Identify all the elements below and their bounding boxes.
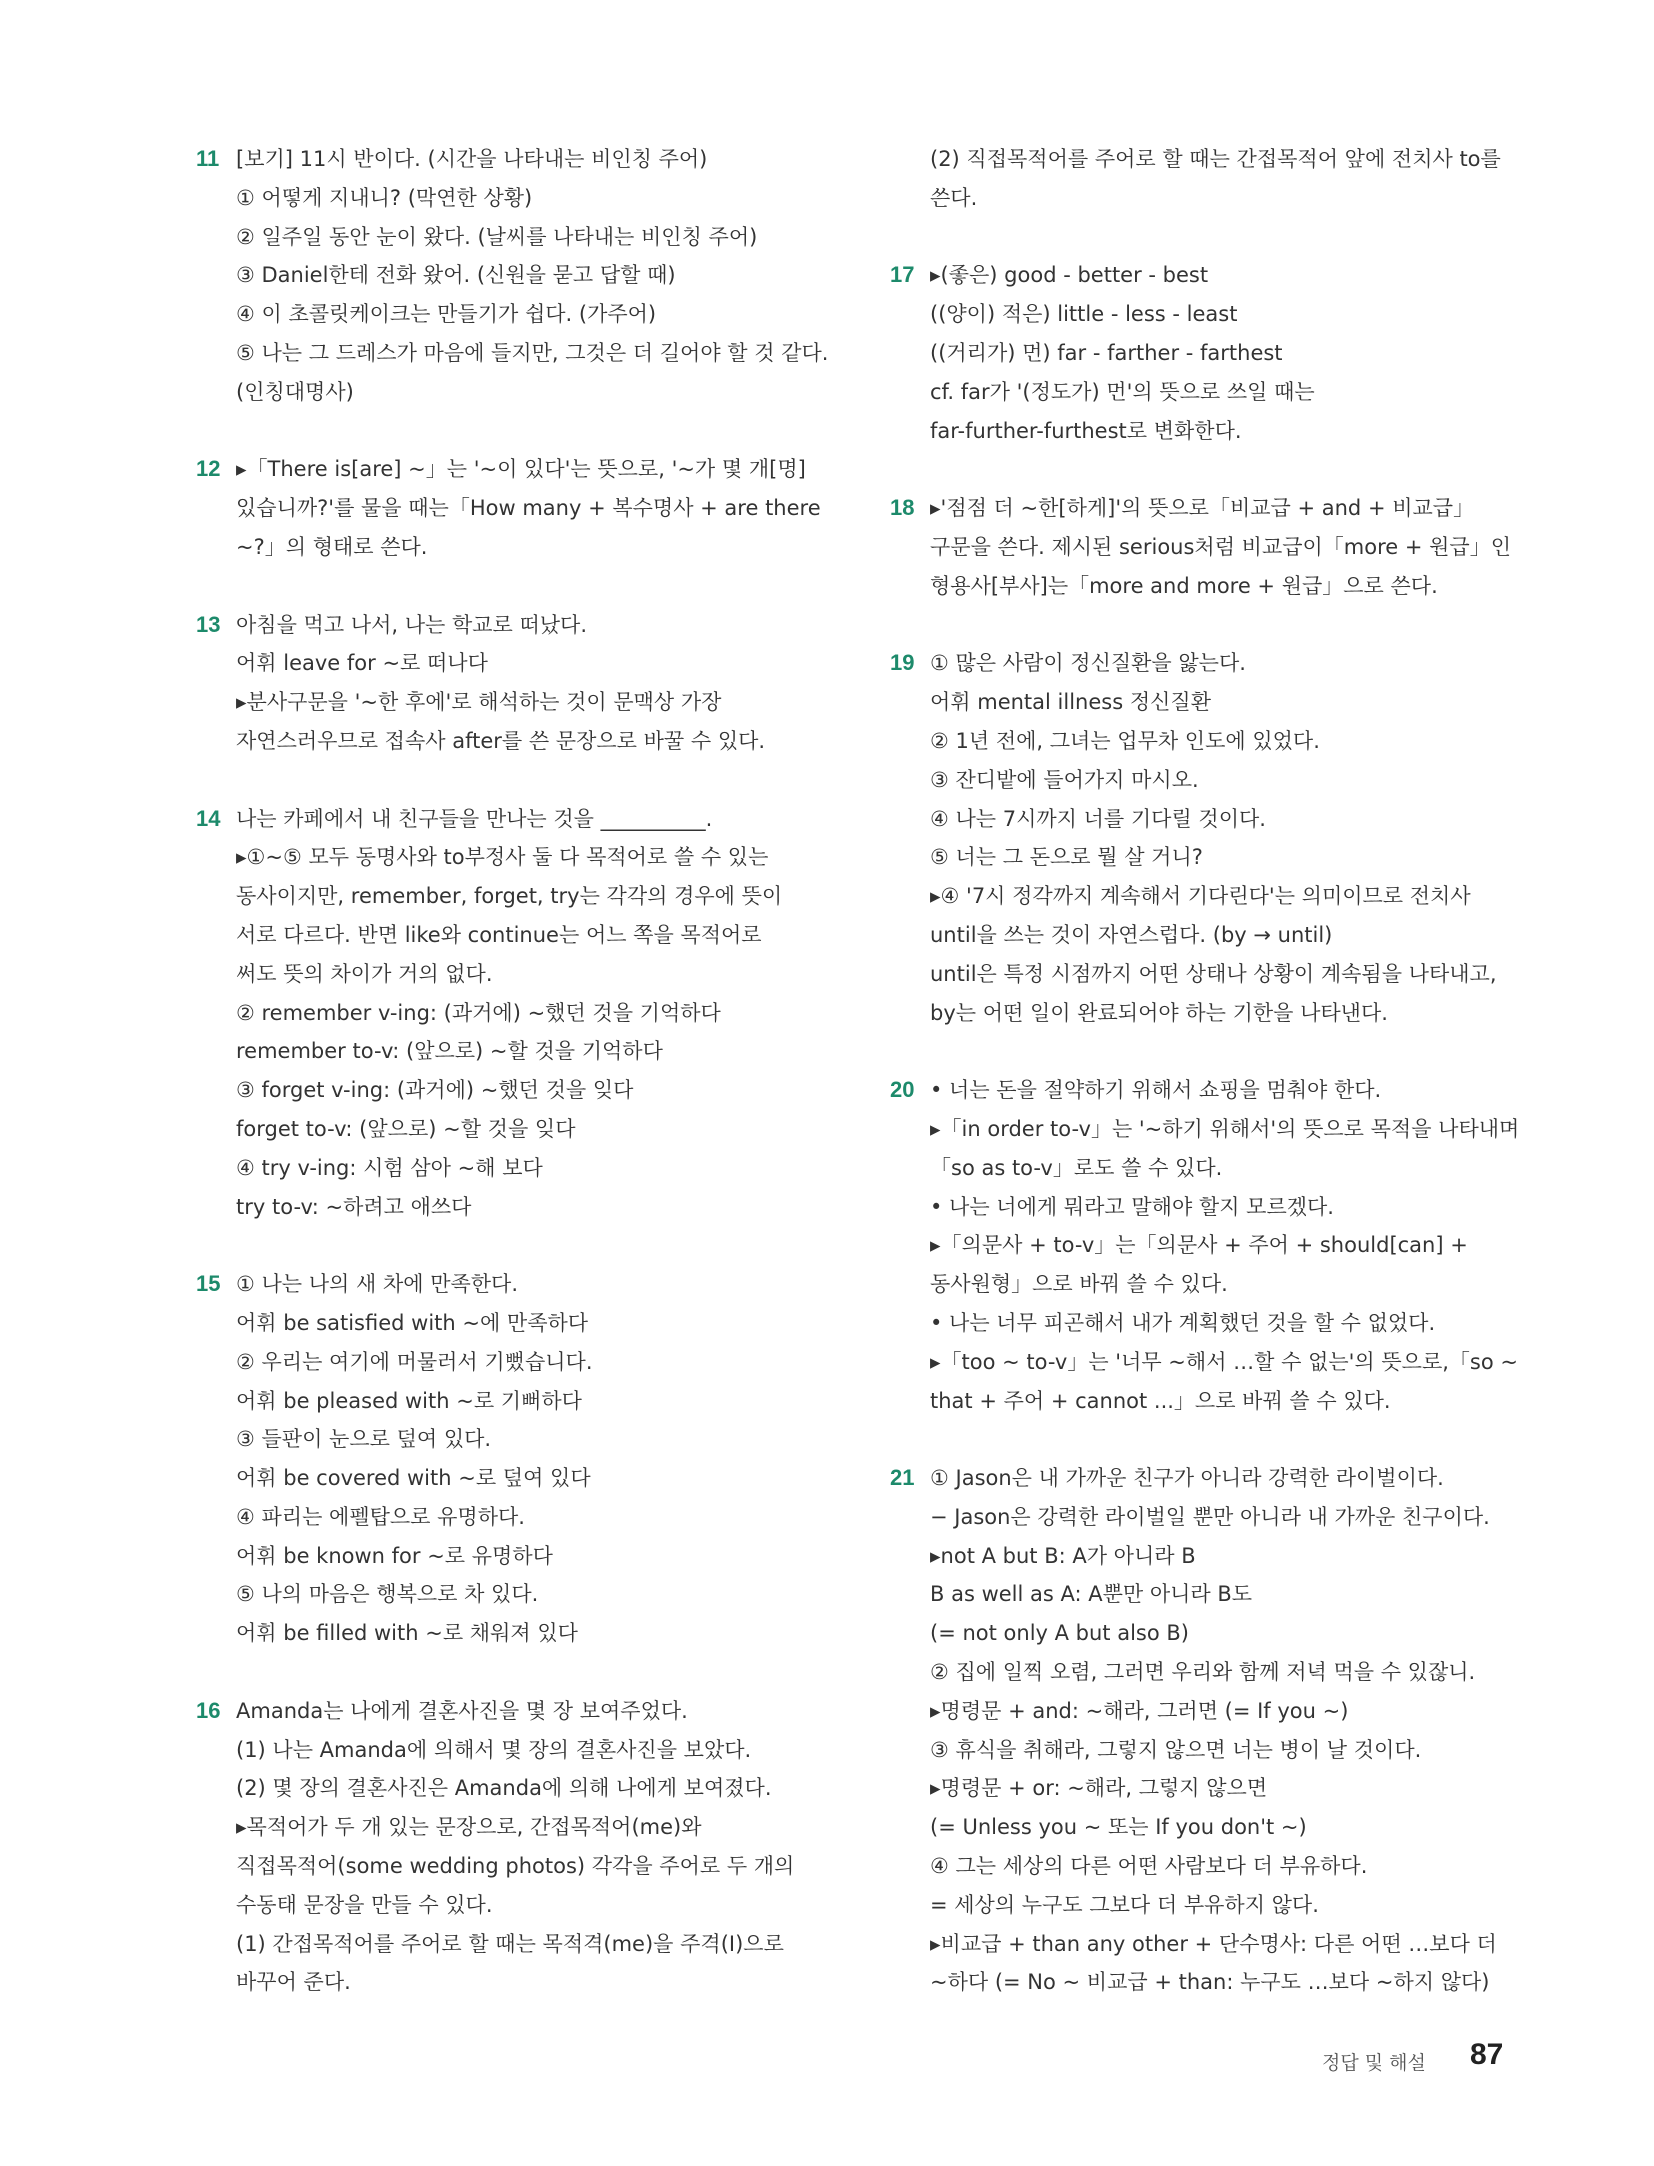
line: 형용사[부사]는「more and more + 원급」으로 쓴다. [930, 573, 1438, 598]
answer-item-16 [196, 1692, 836, 2002]
line: 「so as to-v」로도 쓸 수 있다. [930, 1155, 1223, 1180]
line: ▸①~⑤ 모두 동명사와 to부정사 둘 다 목적어로 쓸 수 있는 [236, 845, 769, 870]
line: ④ 그는 세상의 다른 어떤 사람보다 더 부유하다. [930, 1854, 1368, 1879]
line: ▸명령문 + and: ~해라, 그러면 (= If you ~) [930, 1698, 1349, 1723]
line: • 너는 돈을 절약하기 위해서 쇼핑을 멈춰야 한다. [930, 1078, 1382, 1103]
line: forget to-v: (앞으로) ~할 것을 잊다 [236, 1116, 576, 1141]
line: try to-v: ~하려고 애쓰다 [236, 1194, 472, 1219]
left-column [196, 140, 836, 2002]
line: ▸「in order to-v」는 '~하기 위해서'의 뜻으로 목적을 나타내며 [930, 1116, 1520, 1141]
vocab-line: 어휘 be pleased with ~로 기뻐하다 [236, 1388, 582, 1413]
line: 나는 카페에서 내 친구들을 만나는 것을 __________. [236, 806, 713, 831]
item-number: 18 [890, 495, 915, 521]
line: ~?」의 형태로 쓴다. [236, 534, 428, 559]
answer-item-11 [196, 140, 836, 412]
line: (1) 나는 Amanda에 의해서 몇 장의 결혼사진을 보았다. [236, 1737, 752, 1762]
answer-item-14 [196, 800, 836, 1227]
line: • 나는 너무 피곤해서 내가 계획했던 것을 할 수 없었다. [930, 1310, 1436, 1335]
footer-label: 정답 및 해설 [1322, 2052, 1426, 2074]
item-number: 16 [196, 1697, 221, 1723]
right-column [890, 140, 1530, 2002]
line: ▸명령문 + or: ~해라, 그렇지 않으면 [930, 1776, 1268, 1801]
line: = 세상의 누구도 그보다 더 부유하지 않다. [930, 1892, 1319, 1917]
page-number: 87 [1470, 2038, 1504, 2071]
vocab-line: 어휘 be filled with ~로 채워져 있다 [236, 1621, 578, 1646]
line: by는 어떤 일이 완료되어야 하는 기한을 나타낸다. [930, 1000, 1388, 1025]
answer-item-13 [196, 606, 836, 761]
line: ③ forget v-ing: (과거에) ~했던 것을 잊다 [236, 1078, 634, 1103]
line: ▸④ '7시 정각까지 계속해서 기다린다'는 의미이므로 전치사 [930, 884, 1471, 909]
line: cf. far가 '(정도가) 먼'의 뜻으로 쓰일 때는 [930, 379, 1315, 404]
answer-item-15 [196, 1265, 836, 1653]
line: ▸「There is[are] ~」는 '~이 있다'는 뜻으로, '~가 몇 개[명] [236, 457, 806, 482]
vocab-line: 어휘 leave for ~로 떠나다 [236, 651, 488, 676]
line: (2) 직접목적어를 주어로 할 때는 간접목적어 앞에 전치사 to를 [930, 147, 1501, 171]
line: 써도 뜻의 차이가 거의 없다. [236, 961, 493, 986]
answer-item-17 [890, 256, 1530, 450]
item-number: 12 [196, 456, 221, 482]
item-number: 13 [196, 611, 221, 637]
line: ▸「too ~ to-v」는 '너무 ~해서 …할 수 없는'의 뜻으로,「so ~ [930, 1349, 1518, 1374]
line: ((거리가) 먼) far - farther - farthest [930, 340, 1283, 365]
line: ③ 휴식을 취해라, 그렇지 않으면 너는 병이 날 것이다. [930, 1737, 1422, 1762]
answer-item-21 [890, 1459, 1530, 2002]
vocab-line: 어휘 be satisfied with ~에 만족하다 [236, 1310, 589, 1335]
line: [보기] 11시 반이다. (시간을 나타내는 비인칭 주어) [236, 147, 708, 171]
answer-item-20 [890, 1071, 1530, 1420]
line: ② remember v-ing: (과거에) ~했던 것을 기억하다 [236, 1000, 721, 1025]
line: ④ try v-ing: 시험 삼아 ~해 보다 [236, 1155, 543, 1180]
line: ④ 이 초콜릿케이크는 만들기가 쉽다. (가주어) [236, 302, 657, 327]
answer-item-16-continued [890, 140, 1530, 218]
line: 서로 다르다. 반면 like와 continue는 어느 쪽을 목적어로 [236, 922, 762, 947]
line: 동사원형」으로 바꿔 쓸 수 있다. [930, 1272, 1228, 1297]
line: ② 집에 일찍 오렴, 그러면 우리와 함께 저녁 먹을 수 있잖니. [930, 1660, 1476, 1685]
item-number: 15 [196, 1271, 221, 1297]
line: until을 쓰는 것이 자연스럽다. (by → until) [930, 922, 1333, 947]
answer-item-12 [196, 450, 836, 566]
line: ③ 잔디밭에 들어가지 마시오. [930, 767, 1199, 792]
line: 수동태 문장을 만들 수 있다. [236, 1892, 493, 1917]
line: Amanda는 나에게 결혼사진을 몇 장 보여주었다. [236, 1698, 688, 1723]
line: 아침을 먹고 나서, 나는 학교로 떠났다. [236, 612, 588, 637]
item-number: 20 [890, 1077, 915, 1103]
line: ⑤ 나의 마음은 행복으로 차 있다. [236, 1582, 539, 1607]
vocab-line: 어휘 mental illness 정신질환 [930, 690, 1211, 715]
line: ▸'점점 더 ~한[하게]'의 뜻으로「비교급 + and + 비교급」 [930, 496, 1475, 521]
line: ▸(좋은) good - better - best [930, 263, 1209, 288]
line: 바꾸어 준다. [236, 1970, 351, 1995]
line: that + 주어 + cannot ...」으로 바꿔 쓸 수 있다. [930, 1388, 1391, 1413]
line: B as well as A: A뿐만 아니라 B도 [930, 1582, 1253, 1607]
line: remember to-v: (앞으로) ~할 것을 기억하다 [236, 1039, 663, 1064]
line: ① Jason은 내 가까운 친구가 아니라 강력한 라이벌이다. [930, 1466, 1444, 1491]
line: ▸비교급 + than any other + 단수명사: 다른 어떤 …보다 더 [930, 1931, 1497, 1956]
line: ▸not A but B: A가 아니라 B [930, 1543, 1196, 1568]
line: ③ Daniel한테 전화 왔어. (신원을 묻고 답할 때) [236, 263, 676, 288]
line: 있습니까?'를 물을 때는「How many + 복수명사 + are there [236, 496, 821, 521]
line: 직접목적어(some wedding photos) 각각을 주어로 두 개의 [236, 1854, 795, 1879]
line: ⑤ 나는 그 드레스가 마음에 들지만, 그것은 더 길어야 할 것 같다. [236, 340, 829, 365]
line: (= not only A but also B) [930, 1621, 1189, 1646]
line: until은 특정 시점까지 어떤 상태나 상황이 계속됨을 나타내고, [930, 961, 1497, 986]
line: (= Unless you ~ 또는 If you don't ~) [930, 1815, 1307, 1840]
item-number: 17 [890, 262, 915, 288]
line: ④ 나는 7시까지 너를 기다릴 것이다. [930, 806, 1266, 831]
line: 자연스러우므로 접속사 after를 쓴 문장으로 바꿀 수 있다. [236, 728, 766, 753]
item-number: 14 [196, 805, 221, 831]
vocab-line: 어휘 be known for ~로 유명하다 [236, 1543, 553, 1568]
line: • 나는 너에게 뭐라고 말해야 할지 모르겠다. [930, 1194, 1334, 1219]
line: 쓴다. [930, 185, 978, 210]
line: (2) 몇 장의 결혼사진은 Amanda에 의해 나에게 보여졌다. [236, 1776, 772, 1801]
line: 구문을 쓴다. 제시된 serious처럼 비교급이「more + 원급」인 [930, 534, 1512, 559]
line: (인칭대명사) [236, 379, 354, 404]
answer-item-19 [890, 644, 1530, 1032]
line: ④ 파리는 에펠탑으로 유명하다. [236, 1504, 525, 1529]
item-number: 21 [890, 1465, 915, 1491]
line: ⑤ 너는 그 돈으로 뭘 살 거니? [930, 845, 1203, 870]
line: ① 많은 사람이 정신질환을 앓는다. [930, 651, 1246, 676]
line: ① 어떻게 지내니? (막연한 상황) [236, 185, 533, 210]
line: ② 일주일 동안 눈이 왔다. (날씨를 나타내는 비인칭 주어) [236, 224, 758, 249]
line: ▸「의문사 + to-v」는「의문사 + 주어 + should[can] + [930, 1233, 1468, 1258]
line: − Jason은 강력한 라이벌일 뿐만 아니라 내 가까운 친구이다. [930, 1504, 1490, 1529]
line: ▸목적어가 두 개 있는 문장으로, 간접목적어(me)와 [236, 1815, 702, 1840]
line: ((양이) 적은) little - less - least [930, 302, 1238, 327]
line: ① 나는 나의 새 차에 만족한다. [236, 1272, 519, 1297]
line: (1) 간접목적어를 주어로 할 때는 목적격(me)을 주격(I)으로 [236, 1931, 784, 1956]
line: far-further-furthest로 변화한다. [930, 418, 1242, 443]
line: ▸분사구문을 '~한 후에'로 해석하는 것이 문맥상 가장 [236, 690, 722, 715]
line: ~하다 (= No ~ 비교급 + than: 누구도 …보다 ~하지 않다) [930, 1970, 1490, 1995]
line: ③ 들판이 눈으로 덮여 있다. [236, 1427, 492, 1452]
answer-item-18 [890, 489, 1530, 605]
line: ② 1년 전에, 그녀는 업무차 인도에 있었다. [930, 728, 1320, 753]
item-number: 19 [890, 650, 915, 676]
item-number: 11 [196, 146, 220, 171]
vocab-line: 어휘 be covered with ~로 덮여 있다 [236, 1466, 591, 1491]
line: ② 우리는 여기에 머물러서 기뻤습니다. [236, 1349, 593, 1374]
line: 동사이지만, remember, forget, try는 각각의 경우에 뜻이 [236, 884, 783, 909]
